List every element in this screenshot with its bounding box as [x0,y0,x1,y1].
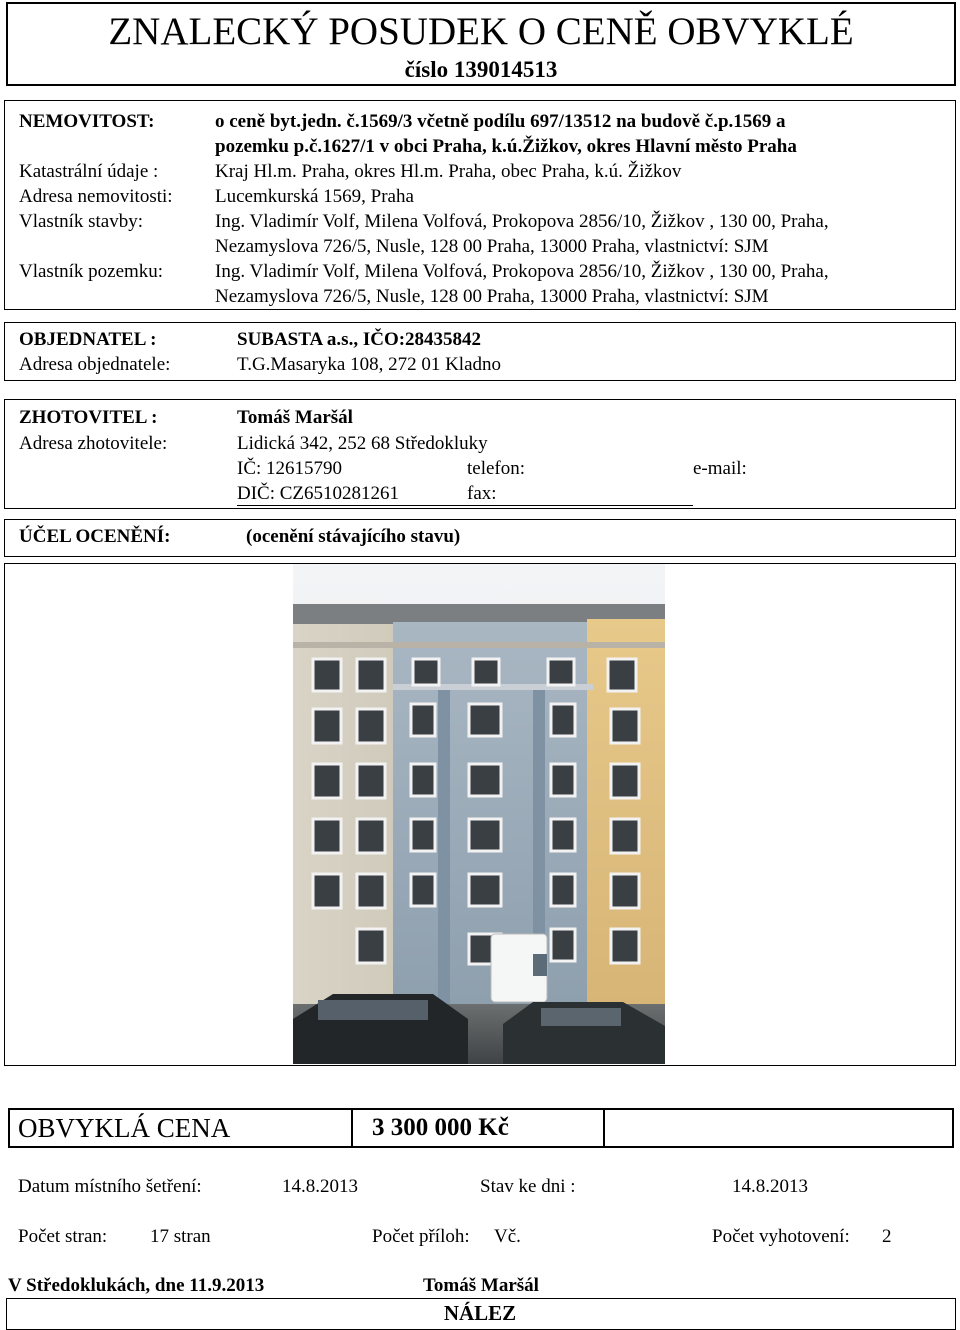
copies-label: Počet vyhotovení: [712,1226,850,1247]
cadastral-label: Katastrální údaje : [19,161,159,182]
building-owner-line2: Nezamyslova 726/5, Nusle, 128 00 Praha, 13000 Praha, vlastnictví: SJM [215,236,769,257]
land-owner-line2: Nezamyslova 726/5, Nusle, 128 00 Praha, 13000 Praha, vlastnictví: SJM [215,286,769,307]
price-divider [603,1110,605,1146]
building-owner-line1: Ing. Vladimír Volf, Milena Volfová, Prokopova 2856/10, Žižkov , 130 00, Praha, [215,211,829,232]
contractor-phone-label: telefon: [467,458,526,479]
state-date-value: 14.8.2013 [732,1176,808,1197]
contractor-address-label: Adresa zhotovitele: [19,433,168,454]
building-photo [293,564,665,1064]
contractor-value: Tomáš Maršál [237,407,353,428]
purpose-label: ÚČEL OCENĚNÍ: [19,526,171,547]
property-value-line2: pozemku p.č.1627/1 v obci Praha, k.ú.Žižkov, okres Hlavní město Praha [215,136,797,157]
address-value: Lucemkurská 1569, Praha [215,186,414,207]
contractor-ic: IČ: 12615790 [237,458,343,479]
client-value: SUBASTA a.s., IČO:28435842 [237,329,482,350]
finding-heading: NÁLEZ [443,1301,517,1325]
pages-label: Počet stran: [18,1226,108,1247]
contractor-dic: DIČ: CZ6510281261 [237,483,400,504]
contractor-address-value: Lidická 342, 252 68 Středokluky [237,433,488,454]
land-owner-label: Vlastník pozemku: [19,261,164,282]
document-number: číslo 139014513 [404,57,558,82]
client-label: OBJEDNATEL : [19,329,157,350]
contractor-label: ZHOTOVITEL : [19,407,158,428]
price-divider [351,1110,353,1146]
copies-value: 2 [882,1226,892,1247]
title-box [6,2,956,86]
contractor-underline [237,505,693,506]
purpose-value: (ocenění stávajícího stavu) [246,526,461,547]
pages-value: 17 stran [150,1226,211,1247]
place-date: V Středoklukách, dne 11.9.2013 [8,1275,265,1296]
cadastral-value: Kraj Hl.m. Praha, okres Hl.m. Praha, obec Praha, k.ú. Žižkov [215,161,682,182]
contractor-fax-label: fax: [467,483,497,504]
building-owner-label: Vlastník stavby: [19,211,144,232]
inspection-date-label: Datum místního šetření: [18,1176,202,1197]
signature-name: Tomáš Maršál [423,1275,539,1296]
client-address-value: T.G.Masaryka 108, 272 01 Kladno [237,354,502,375]
attachments-label: Počet příloh: [372,1226,470,1247]
property-value-line1: o ceně byt.jedn. č.1569/3 včetně podílu 697/13512 na budově č.p.1569 a [215,111,786,132]
property-label: NEMOVITOST: [19,111,155,132]
attachments-value: Vč. [494,1226,521,1247]
inspection-date-value: 14.8.2013 [282,1176,358,1197]
address-label: Adresa nemovitosti: [19,186,173,207]
price-label: OBVYKLÁ CENA [18,1113,231,1143]
contractor-email-label: e-mail: [693,458,747,479]
client-address-label: Adresa objednatele: [19,354,171,375]
state-date-label: Stav ke dni : [480,1176,576,1197]
price-value: 3 300 000 Kč [372,1114,509,1141]
land-owner-line1: Ing. Vladimír Volf, Milena Volfová, Prokopova 2856/10, Žižkov , 130 00, Praha, [215,261,829,282]
document-title: ZNALECKÝ POSUDEK O CENĚ OBVYKLÉ [108,10,854,53]
